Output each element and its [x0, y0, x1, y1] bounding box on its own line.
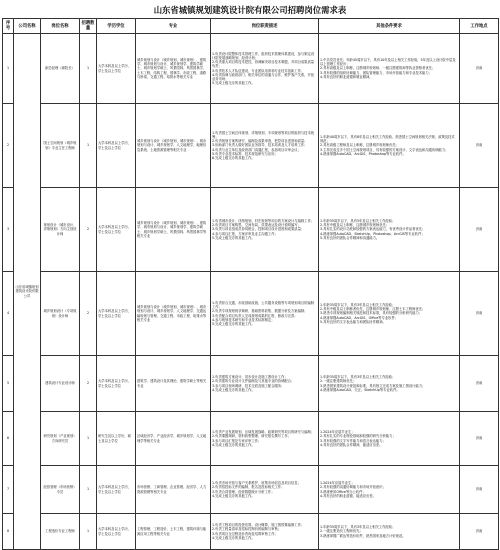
cell-duties-item: 1.负责建筑方案设计、初步设计及施工图设计工作； — [212, 375, 288, 380]
cell-duties-item: 2.负责工程量清单及招标控制价的编制与审核； — [212, 527, 282, 532]
cell-requirements-item: 1.年龄35周岁以下，具有3年及以上相关工作经验； — [320, 375, 396, 380]
cell-major: 建筑学、建筑设计及其理论、建筑学硕士等相关专业 — [136, 356, 211, 412]
table-row — [3, 104, 499, 188]
cell-duties-item: 4.参与规划技术研究和专业技术标准制定； — [212, 317, 275, 322]
cell-seq: 1 — [3, 34, 14, 104]
cell-education: 大学本科及以上学历，学士及以上学位 — [97, 466, 136, 514]
cell-requirements-item: 3.熟悉国家建筑设计规范和标准，具有独立完成方案及施工图设计能力； — [320, 383, 426, 388]
cell-education: 大学本科及以上学历，学士及以上学位 — [97, 188, 136, 272]
table-row — [3, 188, 499, 272]
table-row — [3, 466, 499, 514]
cell-duties-item: 2.负责招投标文件的编制、报名及投标相关工作； — [212, 485, 285, 490]
cell-major: 工程管理、工程造价、土木工程、建筑环境与能源应用工程等相关专业 — [136, 514, 211, 550]
cell-requirements — [319, 272, 460, 356]
cell-requirements-list — [320, 219, 458, 239]
cell-duties — [211, 356, 319, 412]
cell-duties-item: 5.完成上级交办的其他工作。 — [212, 235, 255, 240]
table-body — [3, 34, 499, 550]
cell-position: 经营管理（市场营销）专员 — [41, 466, 80, 514]
cell-requirements-list — [320, 375, 458, 391]
cell-location: 济南 — [460, 104, 499, 188]
cell-requirements — [319, 412, 460, 466]
cell-duties-item: 4.参与项目汇报、方案评审及业主沟通工作； — [212, 231, 278, 236]
cell-duties-list — [212, 523, 317, 539]
cell-duties-item: 2.负责重大项目的技术把控，协调解决项目技术难题，对项目成果质量负责； — [212, 60, 315, 69]
cell-duties-item: 5.完成上级交办的其他工作。 — [212, 80, 255, 85]
cell-duties-item: 4.完成上级交办的其他工作。 — [212, 535, 255, 540]
cell-duties — [211, 514, 319, 550]
cell-duties-item: 4.负责协调与政府部门、相关单位的沟通与合作，维护客户关系，开拓业务市场； — [212, 72, 315, 81]
cell-position: 国土空间规划（城乡规划）专业主任工程师 — [41, 104, 80, 188]
cell-requirements-item: 3.熟练使用Office等办公软件； — [320, 489, 366, 494]
cell-requirements — [319, 34, 460, 104]
cell-duties-item: 2.负责项目方案构思、空间布局、效果表达及设计说明编写； — [212, 223, 301, 228]
header-requirements: 其他条件要求 — [319, 19, 460, 34]
cell-company: 山东省城镇规划建筑设计院有限公司 — [14, 34, 41, 550]
cell-requirements-item: 2.具有中级及以上职称，注册城乡规划师优先； — [320, 223, 390, 228]
cell-requirements-item: 3.主持完成过多个国土空间规划项目，具有较强的方案设计、文字表达和沟通协调能力； — [320, 147, 449, 152]
cell-duties-item: 3.参与项目汇报及专家评审工作； — [212, 438, 262, 443]
cell-requirements-item: 2.具有高级工程师及以上职称，注册城乡规划师优先； — [320, 143, 399, 148]
cell-education: 大学本科及以上学历，学士及以上学位 — [97, 104, 136, 188]
header-major: 专业 — [136, 19, 211, 34]
cell-requirements — [319, 514, 460, 550]
cell-requirements — [319, 356, 460, 412]
cell-count: 1 — [80, 104, 97, 188]
cell-position: 规划设计（城市设计、详细规划）方向主创设计师 — [41, 188, 80, 272]
cell-duties-item: 5.负责专业技术标准、技术规范研究与应用； — [212, 151, 278, 156]
cell-duties — [211, 272, 319, 356]
cell-location: 济南 — [460, 272, 499, 356]
header-count: 招聘数量 — [80, 19, 97, 34]
header-position: 岗位名称 — [41, 19, 80, 34]
cell-duties-list — [212, 481, 317, 497]
cell-duties-list — [212, 131, 317, 160]
cell-position: 副总经理（副院长） — [41, 34, 80, 104]
cell-duties-list — [212, 375, 317, 391]
cell-education: 大学本科及以上学历，学士及以上学位 — [97, 272, 136, 356]
cell-duties-item: 2.负责规划方案的研究、编制及成果审查，把控项目进度和质量； — [212, 139, 308, 144]
cell-requirements-item: 2.一级注册建筑师优先； — [320, 379, 357, 384]
cell-duties — [211, 104, 319, 188]
cell-position: 工程造价专业工程师 — [41, 514, 80, 550]
cell-major: 市场营销、工商管理、企业管理、经济学、人力资源管理等相关专业 — [136, 466, 211, 514]
cell-requirements-item: 3.具有较强的文字写作能力和语言表达能力； — [320, 438, 386, 443]
table-row — [3, 356, 499, 412]
cell-duties-item: 3.负责合同管理、经营数据统计分析工作； — [212, 489, 275, 494]
cell-count: 2 — [80, 188, 97, 272]
cell-requirements-item: 1.中共党员优先；年龄45周岁以下，具有10年及以上相关工作经验，5年及以上设计院中层及以上管理工作经历； — [320, 58, 456, 67]
cell-duties-item: 1.负责工程项目的投资估算、设计概算、施工图预算编制工作； — [212, 523, 305, 528]
cell-requirements-item: 3.熟悉专项规划编制相关规范和技术标准，具有较强的分析研究能力； — [320, 311, 423, 316]
cell-requirements-item: 4.熟练掌握AutoCAD、ArcGIS、Office等专业软件； — [320, 315, 399, 320]
cell-duties-item: 5.完成上级交办的其他工作。 — [212, 321, 255, 326]
cell-duties-item: 1.负责设计院整体技术管理工作，组织技术管理体系建设，参与制定设计院发展战略规划、经营计划； — [212, 52, 315, 61]
cell-requirements-item: 4.具有良好的职业道德和敬业精神。 — [320, 74, 373, 79]
cell-duties-item: 3.协助部门负责人做好团队业务指导、技术培训及人才培养工作； — [212, 143, 308, 148]
cell-requirements-item: 1.2024年应届毕业生； — [320, 430, 355, 435]
cell-count: 1 — [80, 412, 97, 466]
cell-requirements-item: 2.具有扎实的专业理论基础和较强的研究分析能力； — [320, 434, 396, 439]
table-row — [3, 412, 499, 466]
cell-seq: 7 — [3, 466, 14, 514]
cell-duties-item: 3.负责项目全过程造价咨询及结算审核工作； — [212, 531, 278, 536]
cell-location: 济南 — [460, 514, 499, 550]
cell-duties-item: 3.负责技术人才队伍建设、专业团队培养和专业技术创新工作； — [212, 68, 305, 73]
table-header-row — [3, 19, 499, 34]
cell-requirements-item: 2.具有较强的沟通协调能力和市场开拓意识； — [320, 485, 386, 490]
cell-requirements — [319, 466, 460, 514]
cell-duties-item: 3.负责与项目组成员协同配合，控制项目设计进度和成果质量； — [212, 227, 305, 232]
cell-requirements-item: 5.具有良好的文字表达能力和团队协作精神。 — [320, 319, 386, 324]
cell-requirements-item: 1.年龄35周岁以下，具有5年及以上相关工作经验； — [320, 219, 396, 224]
cell-duties-list — [212, 430, 317, 446]
cell-position: 城乡规划设计（专项规划）设计师 — [41, 272, 80, 356]
cell-major: 城乡规划与设计（城乡规划、城市规划）、建筑学、城市规划与设计、城乡规划学、建筑学硕士、城乡规划学硕士、风景园林、风景园林学、土木工程、结构工程、园林学、市政工程、道路与桥梁、交通工程、给排水等相关专业 — [136, 34, 211, 104]
recruitment-table — [2, 18, 499, 550]
cell-duties-item: 6.完成上级交办的其他工作。 — [212, 155, 255, 160]
cell-requirements-item: 3.具有较强的组织协调能力、团队管理能力、市场开拓能力和专业技术能力； — [320, 70, 432, 75]
cell-seq: 6 — [3, 412, 14, 466]
table-row — [3, 34, 499, 104]
cell-duties-item: 2.负责建筑专业设计文件编制及与其他专业的协调配合； — [212, 379, 295, 384]
cell-duties-list — [212, 301, 317, 326]
cell-requirements — [319, 104, 460, 188]
cell-location: 济南 — [460, 356, 499, 412]
cell-duties-item: 4.负责与业主单位及政府部门沟通汇报，参加项目评审会议； — [212, 147, 301, 152]
cell-requirements-item: 3.具有扎实的设计功底和较强的方案表达能力，有优秀设计作品者优先； — [320, 227, 426, 232]
cell-location: 济南 — [460, 466, 499, 514]
cell-duties-item: 1.负责国土空间总体规划、详细规划、专项规划等项目的组织与技术统筹； — [212, 131, 315, 140]
cell-count: 1 — [80, 466, 97, 514]
cell-requirements-list — [320, 303, 458, 323]
cell-major: 城乡规划与设计（城乡规划、城市规划）、城市规划与设计、城乡规划学、人文地理学、交通运输规划与管理、交通工程、市政工程、给排水等相关专业 — [136, 272, 211, 356]
cell-duties-item: 1.负责市场开拓与客户关系维护，收集市场信息及项目信息； — [212, 481, 301, 486]
cell-seq: 5 — [3, 356, 14, 412]
header-location: 工作地点 — [460, 19, 499, 34]
cell-requirements-list — [320, 430, 458, 446]
cell-duties — [211, 34, 319, 104]
cell-duties — [211, 466, 319, 514]
header-duties: 岗位职责描述 — [211, 19, 319, 34]
cell-duties-item: 2.负责专项规划现状调研、基础资料收集、数据分析及方案编制； — [212, 309, 308, 314]
header-company: 公司名称 — [14, 19, 41, 34]
cell-seq: 2 — [3, 104, 14, 188]
cell-location: 济南 — [460, 188, 499, 272]
cell-duties-item: 1.负责综合交通、市政基础设施、公共服务设施等专项规划项目的编制工作； — [212, 301, 315, 310]
cell-requirements-item: 4.具有良好的职业道德，能适应出差。 — [320, 493, 376, 498]
cell-duties-item: 4.完成上级交办的其他工作。 — [212, 387, 255, 392]
cell-education: 大学本科及以上学历，学士及以上学位 — [97, 34, 136, 104]
cell-duties-list — [212, 52, 317, 85]
cell-requirements-item: 1.年龄35周岁以下，具有3年及以上相关工作经验； — [320, 525, 396, 530]
cell-duties-item: 4.完成上级交办的其他工作。 — [212, 493, 255, 498]
cell-requirements-list — [320, 525, 458, 537]
cell-requirements-list — [320, 135, 458, 155]
cell-education: 大学本科及以上学历，学士及以上学位 — [97, 356, 136, 412]
cell-seq: 3 — [3, 188, 14, 272]
cell-duties-list — [212, 219, 317, 239]
cell-requirements-item: 2.一级注册造价工程师优先； — [320, 529, 363, 534]
cell-requirements-item: 4.具有良好的团队合作精神，能适应出差。 — [320, 442, 383, 447]
cell-count: 2 — [80, 272, 97, 356]
cell-requirements-list — [320, 58, 458, 78]
cell-duties — [211, 188, 319, 272]
cell-duties — [211, 412, 319, 466]
cell-count: 1 — [80, 34, 97, 104]
cell-requirements-item: 2.具有高级及以上职称，注册城乡规划师、一级注册建筑师等执业资格者优先； — [320, 66, 436, 71]
cell-duties-item: 3.负责配合项目负责人完成规划成果的汇报、修改与完善； — [212, 313, 298, 318]
cell-requirements-list — [320, 481, 458, 497]
cell-duties-item: 1.负责城市设计、详细规划、村庄规划等项目的方案设计与编制工作； — [212, 219, 315, 224]
cell-major: 城乡规划与设计（城乡规划、城市规划）、城市规划与设计、城乡规划学、人文地理学、地理信息系统、土地资源管理等相关专业 — [136, 104, 211, 188]
cell-position: 研究规划（产业规划）方向研究员 — [41, 412, 80, 466]
cell-requirements-item: 4.熟练掌握AutoCAD、ArcGIS、Photoshop等专业软件。 — [320, 151, 406, 156]
cell-position: 建筑设计专业设计师 — [41, 356, 80, 412]
table-row — [3, 272, 499, 356]
page-title: 山东省城镇规划建筑设计院有限公司招聘岗位需求表 — [153, 5, 347, 15]
cell-duties-item: 4.完成上级交办的其他工作。 — [212, 442, 255, 447]
cell-requirements-item: 5.具有良好的团队合作精神和沟通能力。 — [320, 235, 380, 240]
table-row — [3, 514, 499, 550]
header-seq: 序号 — [3, 19, 14, 34]
cell-duties-item: 3.参与项目现场调研、技术交底及施工配合服务； — [212, 383, 285, 388]
cell-requirements-item: 2.具有中级及以上职称者优先，注册城乡规划师、注册土木工程师优先； — [320, 307, 426, 312]
cell-major: 区域经济学、产业经济学、城乡规划学、人文地理学等相关专业 — [136, 412, 211, 466]
cell-requirements-item: 1.年龄35周岁以下，具有3年及以上相关工作经验； — [320, 303, 396, 308]
cell-requirements-item: 1.年龄40周岁以下，具有8年及以上相关工作经验，熟悉国土空间规划相关法规、政策及技术规范； — [320, 135, 455, 144]
cell-seq: 4 — [3, 272, 14, 356]
cell-requirements-item: 3.熟练掌握广联达等造价软件，熟悉国家及地方计价规范。 — [320, 533, 406, 538]
cell-education: 研究生及以上学历，硕士及以上学位 — [97, 412, 136, 466]
cell-count: 2 — [80, 356, 97, 412]
cell-major: 城乡规划与设计（城乡规划、城市规划）、建筑学、城市规划与设计、城乡规划学、建筑学硕士、城乡规划学硕士、风景园林、风景园林学等相关专业 — [136, 188, 211, 272]
cell-requirements-item: 4.熟练掌握AutoCAD、SketchUp、Photoshop、ArcGIS等专业软件； — [320, 231, 425, 236]
cell-count: 1 — [80, 514, 97, 550]
cell-requirements-item: 1.2024年应届毕业生； — [320, 481, 355, 486]
cell-education: 大学本科及以上学历，学士及以上学位 — [97, 514, 136, 550]
cell-location: 济南 — [460, 34, 499, 104]
cell-location: 济南 — [460, 412, 499, 466]
cell-duties-item: 2.负责课题调研、资料收集整理、研究报告撰写工作； — [212, 434, 291, 439]
cell-requirements — [319, 188, 460, 272]
cell-duties-item: 1.负责产业发展规划、区域发展战略、政策研究等项目的研究与编制； — [212, 430, 315, 435]
cell-seq: 8 — [3, 514, 14, 550]
header-education: 学历学位 — [97, 19, 136, 34]
cell-requirements-item: 4.熟练掌握AutoCAD、天正、SketchUp等专业软件。 — [320, 387, 400, 392]
